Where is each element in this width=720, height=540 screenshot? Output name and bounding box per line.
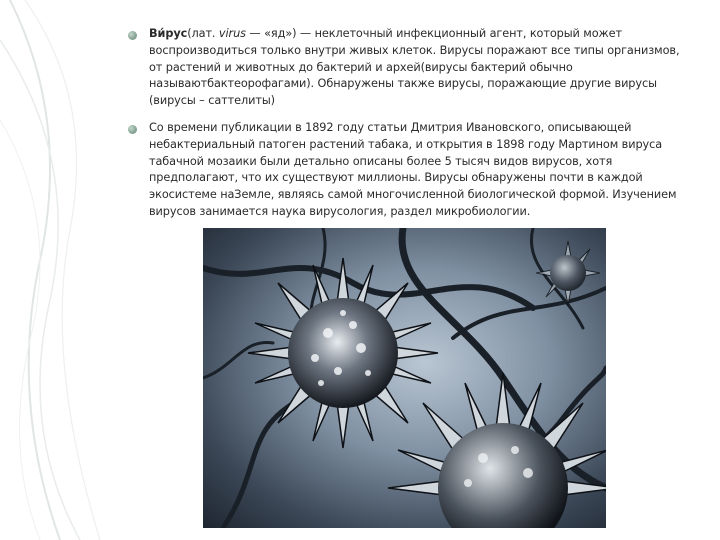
bullet-text: Со времени публикации в 1892 году статьи Дмитрия Ивановского, описывающей небактериальный патоген растений табака, и открытия в 1898 году Мартином вируса табачной мозаики были детально описаны более 5 тысяч видов вирусов, хотя предполагают, что их существуют миллионы. Вирусы обнаружены почти в каждой экосистеме наЗемле, являясь самой многочисленной биологической формой. Изучением вирусов занимается наука вирусология, раздел микробиологии. xyxy=(149,120,677,218)
slide-content xyxy=(128,26,688,231)
text-segment: — «яд») — неклеточный инфекционный агент, который может воспроизводиться только внутри живых клеток. Вирусы поражают все типы организмов, от растений и животных до бактерий и архей(вирусы бактерий обычно называютбактеорофагами). Обнаружены также вирусы, поражающие другие вирусы (вирусы – саттелиты) xyxy=(149,27,680,108)
bullet-text xyxy=(149,26,688,110)
virus-illustration-graphic xyxy=(203,228,606,528)
bullet-icon xyxy=(128,125,137,134)
bullet-icon xyxy=(128,31,137,40)
bullet-item-virus-definition xyxy=(128,26,688,110)
virus-illustration xyxy=(203,228,606,528)
latin-term: virus xyxy=(218,27,246,40)
bullet-item-virus-history xyxy=(128,120,688,221)
term-virus: Ви́рус xyxy=(149,27,188,40)
curved-lines-decoration xyxy=(0,0,110,540)
text-segment: (лат. xyxy=(187,27,219,40)
